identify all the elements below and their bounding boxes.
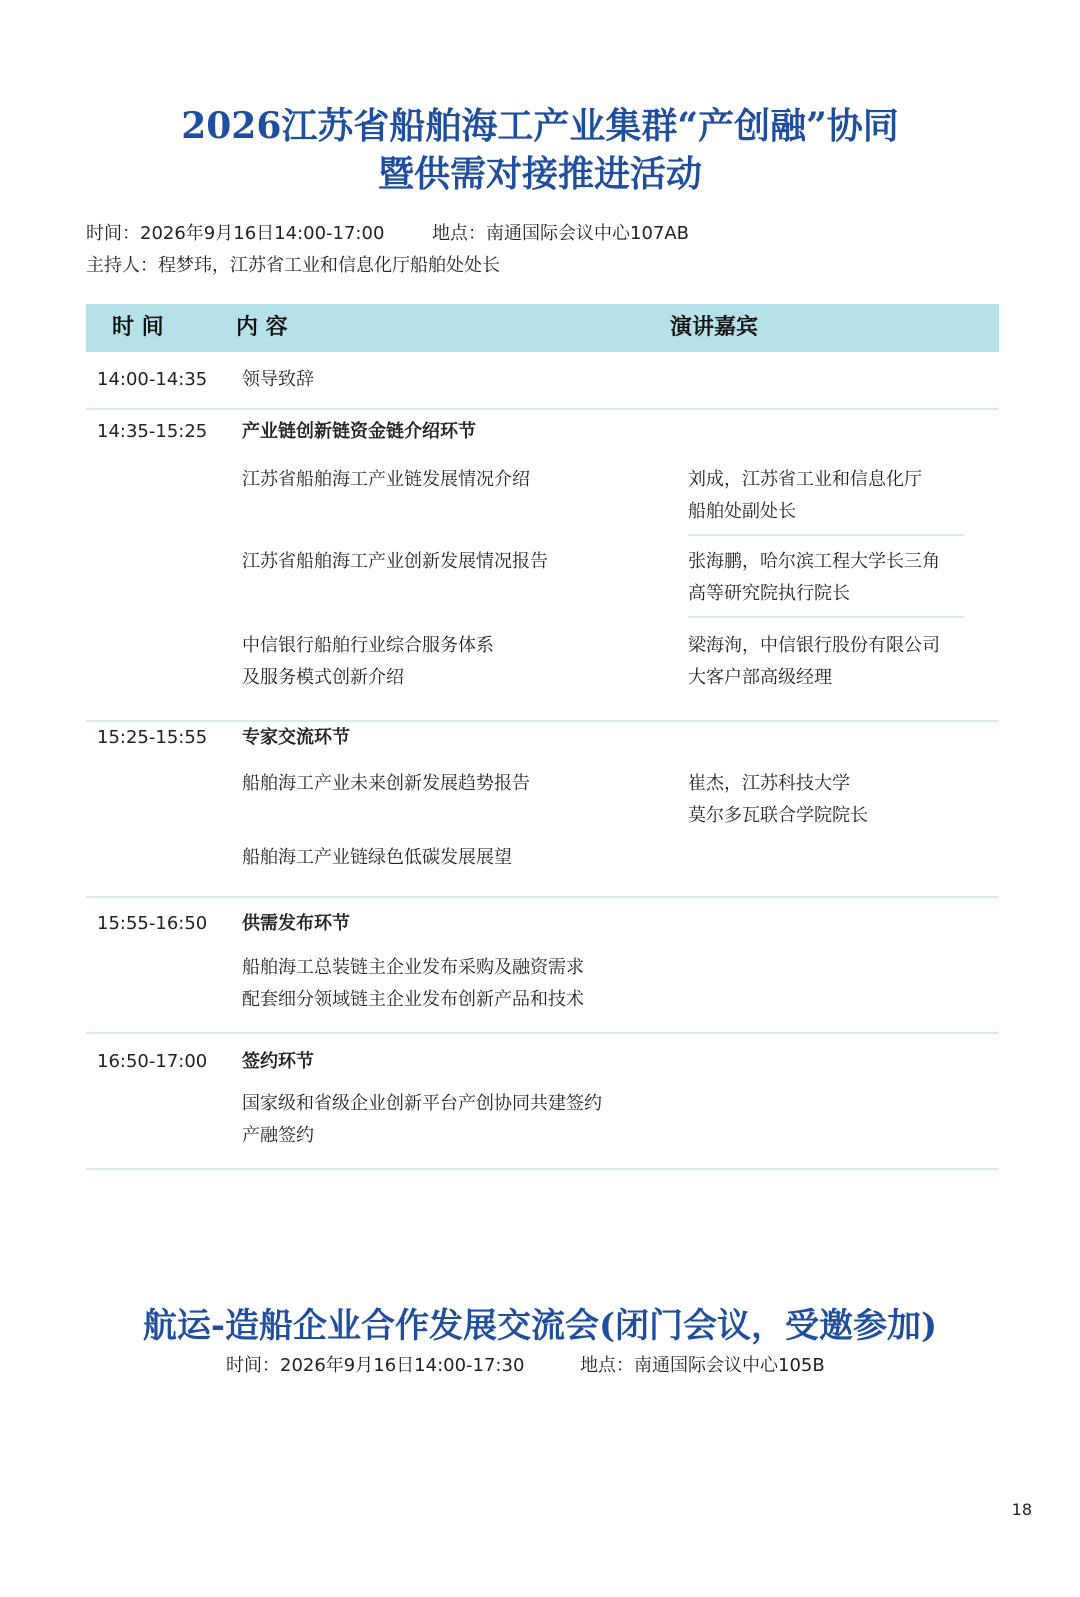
- agenda-row: [86, 722, 999, 898]
- row-time: 14:00-14:35: [97, 369, 208, 390]
- item-content: 船舶海工产业链绿色低碳发展展望: [242, 847, 512, 868]
- event1-title: [0, 102, 1080, 198]
- row-time: 14:35-15:25: [97, 421, 208, 442]
- item-content: 船舶海工产业未来创新发展趋势报告: [242, 773, 530, 794]
- item-speaker: 刘成，江苏省工业和信息化厅: [688, 469, 922, 490]
- row-section: 产业链创新链资金链介绍环节: [242, 421, 476, 442]
- row-time: 16:50-17:00: [97, 1051, 208, 1072]
- agenda-row: [86, 352, 999, 410]
- item-content: 江苏省船舶海工产业链发展情况介绍: [242, 469, 530, 490]
- item-speaker-title: 船舶处副处长: [688, 501, 796, 522]
- item-speaker-title: 大客户部高级经理: [688, 667, 832, 688]
- agenda-table-header: [86, 304, 999, 352]
- item-content-line2: 配套细分领域链主企业发布创新产品和技术: [242, 989, 584, 1010]
- agenda-row: [86, 410, 999, 722]
- event2-time: 时间：2026年9月16日14:00-17:30: [226, 1355, 525, 1376]
- item-speaker: 张海鹏，哈尔滨工程大学长三角: [688, 551, 940, 572]
- event1-title-line1: 2026江苏省船舶海工产业集群“产创融”协同: [181, 105, 899, 147]
- agenda-row: [86, 1034, 999, 1170]
- item-content-line2: 及服务模式创新介绍: [242, 667, 404, 688]
- event1-title-line2: 暨供需对接推进活动: [377, 153, 702, 195]
- row-section: 领导致辞: [242, 369, 314, 390]
- event1-time: 时间：2026年9月16日14:00-17:00: [86, 223, 385, 244]
- event1-place: 地点：南通国际会议中心107AB: [432, 223, 690, 244]
- row-section: 专家交流环节: [242, 727, 350, 748]
- agenda-row: [86, 898, 999, 1034]
- item-content: 国家级和省级企业创新平台产创协同共建签约: [242, 1093, 602, 1114]
- item-content: 江苏省船舶海工产业创新发展情况报告: [242, 551, 548, 572]
- item-speaker: 梁海洵，中信银行股份有限公司: [688, 635, 940, 656]
- row-section: 签约环节: [242, 1051, 314, 1072]
- item-content-line2: 产融签约: [242, 1125, 314, 1146]
- header-time: 时 间: [112, 315, 164, 340]
- header-speaker: 演讲嘉宾: [670, 315, 759, 340]
- speaker-divider: [688, 534, 964, 536]
- row-time: 15:25-15:55: [97, 727, 208, 748]
- event2-title: 航运-造船企业合作发展交流会(闭门会议，受邀参加): [142, 1306, 938, 1346]
- row-section: 供需发布环节: [242, 913, 350, 934]
- row-time: 15:55-16:50: [97, 913, 208, 934]
- header-content: 内 容: [236, 315, 288, 340]
- speaker-divider: [688, 616, 964, 618]
- item-speaker-title: 莫尔多瓦联合学院院长: [688, 805, 868, 826]
- item-speaker: 崔杰，江苏科技大学: [688, 773, 850, 794]
- item-content: 中信银行船舶行业综合服务体系: [242, 635, 494, 656]
- item-content: 船舶海工总装链主企业发布采购及融资需求: [242, 957, 584, 978]
- item-speaker-title: 高等研究院执行院长: [688, 583, 850, 604]
- page-number: 18: [1011, 1500, 1032, 1519]
- event2-place: 地点：南通国际会议中心105B: [580, 1355, 825, 1376]
- event1-host: 主持人：程梦玮，江苏省工业和信息化厅船舶处处长: [86, 255, 500, 276]
